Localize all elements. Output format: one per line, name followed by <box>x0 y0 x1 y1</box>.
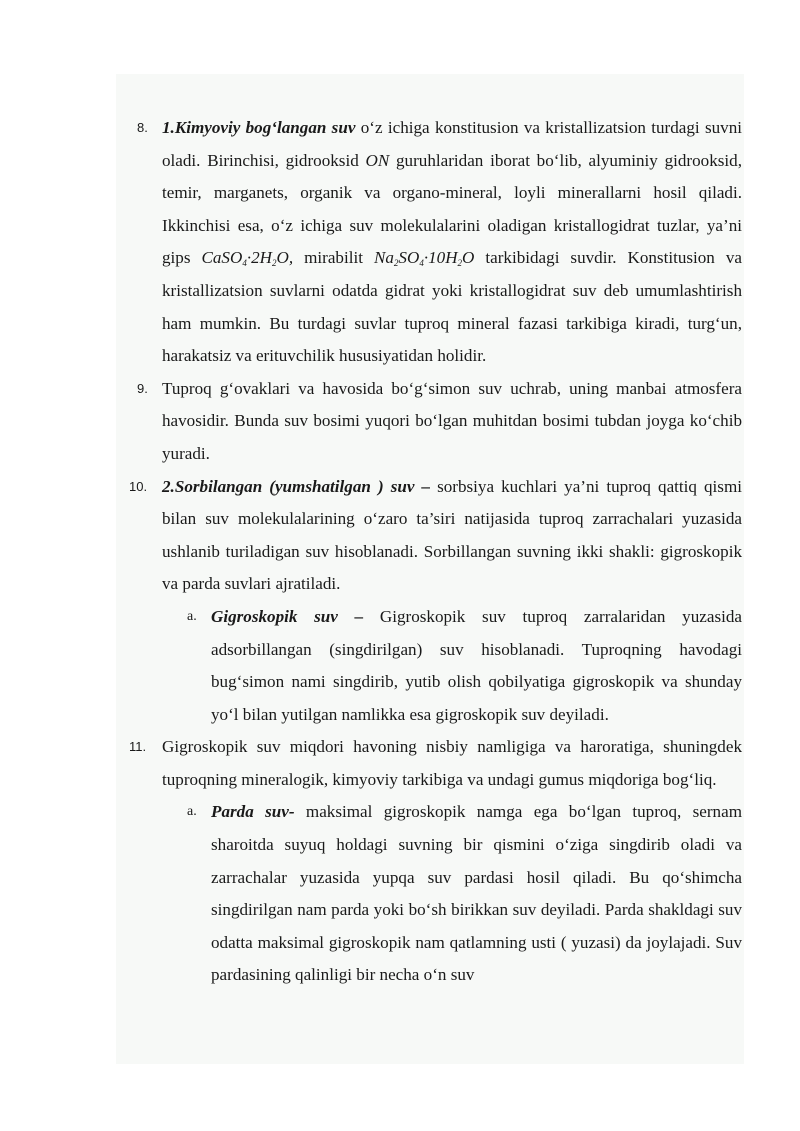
formula-oh: ON <box>365 150 390 170</box>
list-letter: a. <box>187 804 197 820</box>
term-bold-italic: Parda suv- <box>211 802 295 822</box>
paragraph-text: o‘z ichiga konstitusion va kristallizatsion turdagi suvni oladi. Birinchisi, gidrooksid <box>162 118 743 170</box>
document-body <box>116 112 742 992</box>
list-number: 8. <box>137 120 148 135</box>
term-bold-italic: 1.Kimyoviy bog‘langan suv <box>162 118 356 137</box>
list-number: 9. <box>137 380 148 396</box>
paragraph <box>162 112 742 373</box>
sub-item-film-water <box>116 796 742 992</box>
paragraph-text: tarkibidagi suvdir. Konstitusion va kristallizatsion suvlarni odatda gidrat yoki kristallogidrat suv deb umumlashtirish ham mumkin. Bu turdagi suvlar tuproq mineral fazasi tarkibiga kiradi, turg‘un, harakatsiz va erituvchilik hususiyatidan holidir. <box>162 248 742 366</box>
paragraph-text: maksimal gigroskopik namga ega bo‘lgan tuproq, sernam sharoitda suyuq holdagi suvning bir qismini o‘ziga singdirib oladi va zarrachalar yuzasida yupqa suv pardasi hosil qiladi. Bu qo‘shimcha singdirilgan nam parda yoki bo‘sh birikkan suv deyiladi. Parda shakldagi suv odatta maksimal gigroskopik nam qatlamning usti ( yuzasi) da joylajadi. Suv pardasining qalinligi bir necha o‘n suv <box>211 802 742 985</box>
term-bold-italic: Gigroskopik suv – <box>211 606 364 626</box>
paragraph <box>162 471 742 601</box>
formula-gypsum: $CaSO_4\cdot 2H_2O$, <box>201 248 294 269</box>
list-item-10 <box>116 471 742 601</box>
list-number: 11. <box>129 739 147 755</box>
list-item-9 <box>116 373 742 471</box>
sub-item-hygroscopic <box>116 601 742 731</box>
paragraph-text: guruhlaridan iborat bo‘lib, alyuminiy gidrooksid, temir, marganets, organik va organo-mineral, loyli minerallarni hosil qiladi. Ikkinchisi esa, o‘z ichiga suv molekulalarini oladigan kristallogidrat tuzlar, ya’ni gips <box>162 150 742 268</box>
list-number: 10. <box>129 478 148 494</box>
paragraph-text: sorbsiya kuchlari ya’ni tuproq qattiq qismi bilan suv molekulalarining o‘zaro ta’siri natijasida tuproq zarrachalari yuzasida ushlanib turiladigan suv hisoblanadi. Sorbillangan suvning ikki shakli: gigroskopik va parda suvlari ajratiladi. <box>162 476 742 594</box>
list-letter: a. <box>187 608 197 624</box>
paragraph: Tuproq g‘ovaklari va havosida bo‘g‘simon suv uchrab, uning manbai atmosfera havosidir. Bunda suv bosimi yuqori bo‘lgan muhitdan bosimi tubdan joyga ko‘chib yuradi. <box>162 378 742 463</box>
paragraph-text: mirabilit <box>293 248 374 268</box>
term-bold-italic: 2.Sorbilangan (yumshatilgan ) suv – <box>162 476 431 496</box>
paragraph <box>211 796 742 992</box>
paragraph-text: Gigroskopik suv tuproq zarralaridan yuzasida adsorbillangan (singdirilgan) suv hisoblanadi. Tuproqning havodagi bug‘simon nami singdirib, yutib olish qobilyatiga gigroskopik va shunday yo‘l bilan yutilgan namlikka esa gigroskopik suv deyiladi. <box>211 606 742 724</box>
paragraph: Gigroskopik suv miqdori havoning nisbiy namligiga va haroratiga, shuningdek tuproqning mineralogik, kimyoviy tarkibiga va undagi gumus miqdoriga bog‘liq. <box>162 737 742 789</box>
paragraph <box>211 601 742 731</box>
list-item-8 <box>116 112 742 373</box>
list-item-11 <box>116 731 742 796</box>
formula-mirabilite: $Na_2SO_4\cdot 10H_2O$ <box>373 248 475 269</box>
